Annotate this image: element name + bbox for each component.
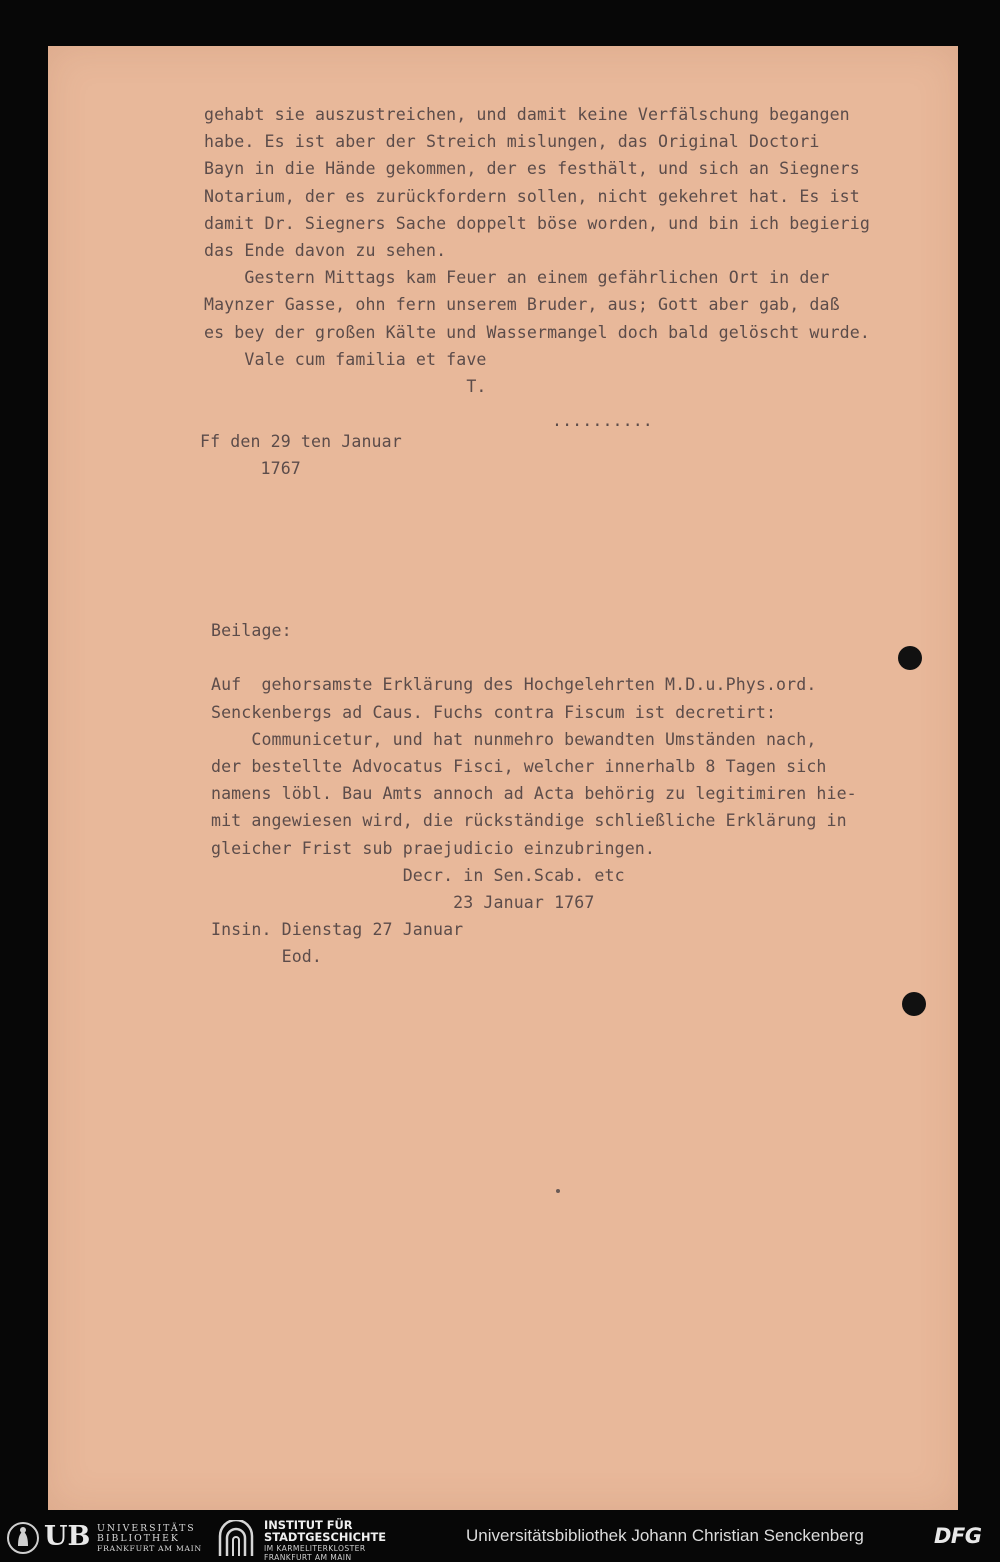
beilage-body: Beilage: Auf gehorsamste Erklärung des Hochgelehrten M.D.u.Phys.ord. Senckenbergs ad Caus. Fuchs contra Fiscum ist decretirt: Communicetur, und hat nunmehro bewandten Umständen nach, der bestellte Advocatus Fisci, welcher innerhalb 8 Tagen sich namens löbl. Bau Amts annoch ad Acta behörig zu legitimiren hie- mit angewiesen wird, die rückständige schließliche Erklärung in gleicher Frist sub praejudicio einzubringen. Decr. in Sen.Scab. etc 23 Januar 1767 Insin. Dienstag 27 Januar Eod. — [211, 621, 857, 967]
punch-hole-lower — [902, 992, 926, 1016]
letter-body: gehabt sie auszustreichen, und damit keine Verfälschung begangen habe. Es ist aber der Streich mislungen, das Original Doctori Bayn in die Hände gekommen, der es festhält, und sich an Siegners Notarium, der es zurückfordern sollen, nicht gekehret hat. Es ist damit Dr. Siegners Sache doppelt böse worden, und bin ich begierig das Ende davon zu sehen. Gestern Mittags kam Feuer an einem gefährlichen Ort in der Maynzer Gasse, ohn fern unserem Bruder, aus; Gott aber gab, daß es bey der großen Kälte und Wassermangel doch bald gelöscht wurde. Vale cum familia et fave T. — [204, 105, 870, 397]
footer-bar — [0, 1512, 1000, 1561]
separator-dots: .......... — [552, 411, 653, 430]
institute-line-1: INSTITUT FÜR — [264, 1518, 353, 1532]
ub-line-1: UNIVERSITÄTS — [97, 1523, 196, 1534]
ub-line-2: BIBLIOTHEK — [97, 1533, 180, 1545]
institute-line-2: STADTGESCHICHTE — [264, 1530, 387, 1545]
ub-logo-mark: UB — [44, 1521, 91, 1552]
institute-line-3: IM KARMELITERKLOSTER — [264, 1543, 366, 1553]
punch-hole-upper — [898, 646, 922, 670]
ub-seal-icon — [6, 1521, 42, 1555]
institute-arch-icon — [216, 1520, 256, 1556]
institute-logo-text — [264, 1519, 386, 1562]
institute-line-4: FRANKFURT AM MAIN — [264, 1552, 352, 1562]
ub-logo-text — [97, 1524, 202, 1555]
ub-line-3: FRANKFURT AM MAIN — [97, 1544, 202, 1554]
letter-dateline: Ff den 29 ten Januar 1767 — [200, 432, 402, 479]
holding-library-name: Universitätsbibliothek Johann Christian Senckenberg — [466, 1526, 864, 1545]
ink-speck — [556, 1189, 560, 1193]
dfg-logo: DFG — [934, 1524, 982, 1548]
